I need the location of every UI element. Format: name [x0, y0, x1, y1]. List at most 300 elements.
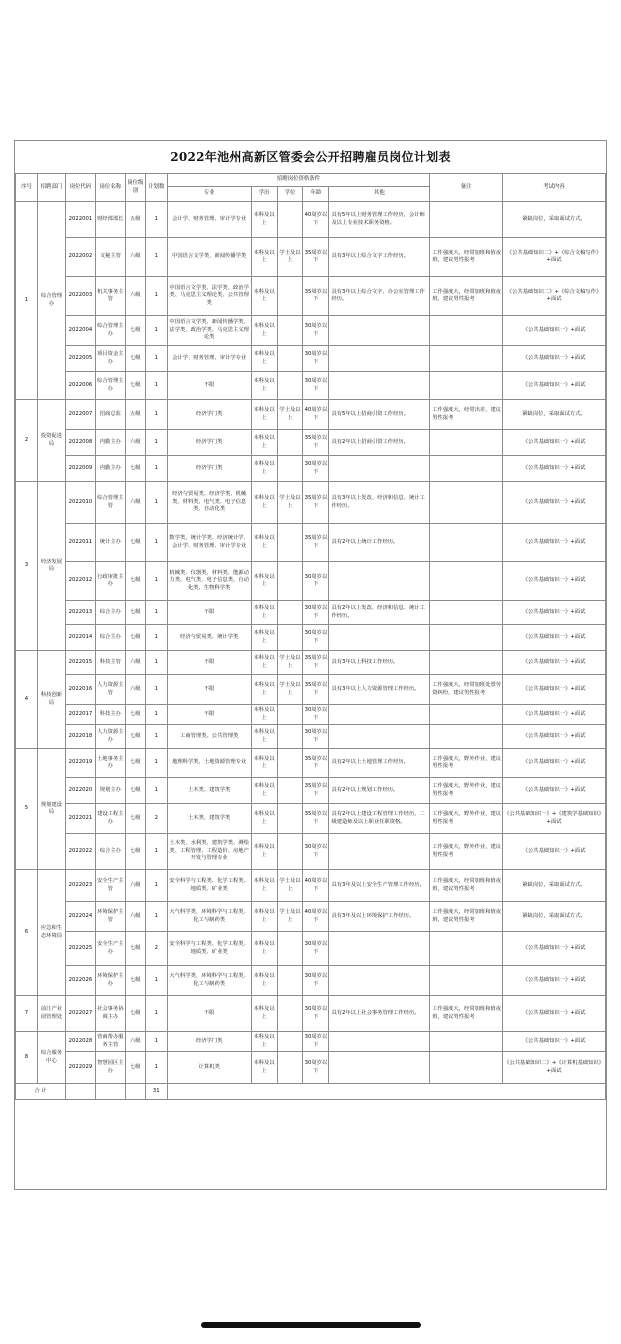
cell-seq: 3	[16, 482, 38, 651]
cell-age: 30周岁以下	[303, 601, 329, 625]
cell-degree	[277, 277, 303, 316]
cell-exam: 《公共基础知识二》+《综合文稿写作》+面试	[503, 238, 606, 277]
table-row	[16, 1032, 606, 1052]
table-row	[16, 238, 606, 277]
cell-remark	[430, 562, 503, 601]
cell-edu: 本科及以上	[251, 625, 277, 651]
cell-major: 中国语言文学类、新闻传播学类、法学类、政治学类、马克思主义理论类	[167, 316, 251, 346]
cell-code: 2022003	[65, 277, 95, 316]
cell-code: 2022007	[65, 400, 95, 430]
cell-degree	[277, 749, 303, 778]
cell-edu: 本科及以上	[251, 651, 277, 675]
cell-age: 40周岁以下	[303, 870, 329, 902]
cell-code: 2022006	[65, 372, 95, 400]
cell-degree	[277, 456, 303, 482]
cell-exam: 《公共基础知识一》+面试	[503, 524, 606, 562]
cell-other	[329, 966, 430, 996]
cell-age: 35周岁以下	[303, 675, 329, 705]
cell-post: 社会事务协调主办	[95, 996, 125, 1032]
cell-edu: 本科及以上	[251, 932, 277, 966]
cell-seq: 4	[16, 651, 38, 749]
table-row	[16, 902, 606, 932]
cell-edu: 本科及以上	[251, 675, 277, 705]
cell-age: 40周岁以下	[303, 202, 329, 238]
cell-degree	[277, 625, 303, 651]
cell-code: 2022013	[65, 601, 95, 625]
cell-level: 五级	[125, 202, 145, 238]
cell-edu: 本科及以上	[251, 725, 277, 749]
cell-code: 2022016	[65, 675, 95, 705]
cell-seq: 8	[16, 1032, 38, 1084]
cell-count: 1	[145, 651, 167, 675]
cell-code: 2022002	[65, 238, 95, 277]
cell-other	[329, 346, 430, 372]
cell-post: 土地事务主办	[95, 749, 125, 778]
cell-post: 招商总监	[95, 400, 125, 430]
cell-major: 经济学门类	[167, 430, 251, 456]
cell-post: 综合主办	[95, 834, 125, 870]
cell-exam: 《公共基础知识一》+面试	[503, 749, 606, 778]
cell-other: 具有2年以上土地管理工作经历。	[329, 749, 430, 778]
cell-other: 具有2年以上招商引资工作经历。	[329, 430, 430, 456]
cell-age: 30周岁以下	[303, 1032, 329, 1052]
cell-major: 数学类、统计学类、经济统计学、会计学、财务管理、审计学专业	[167, 524, 251, 562]
cell-count: 1	[145, 1032, 167, 1052]
header-code: 岗位代码	[65, 174, 95, 202]
header-conditions: 招聘岗位资格条件	[167, 174, 430, 187]
cell-post: 综合管理主管	[95, 482, 125, 524]
cell-remark	[430, 316, 503, 346]
cell-post: 科技主办	[95, 705, 125, 725]
cell-level: 七级	[125, 316, 145, 346]
cell-edu: 本科及以上	[251, 601, 277, 625]
cell-age: 30周岁以下	[303, 372, 329, 400]
cell-major: 土木类、建筑学类	[167, 778, 251, 804]
cell-other: 具有3年及以上环境保护工作经历。	[329, 902, 430, 932]
cell-count: 1	[145, 316, 167, 346]
header-remark: 备注	[430, 174, 503, 202]
cell-dept: 前江产业园管理处	[37, 996, 65, 1032]
cell-age: 30周岁以下	[303, 966, 329, 996]
cell-other	[329, 372, 430, 400]
cell-code: 2022010	[65, 482, 95, 524]
job-plan-table	[15, 173, 606, 1100]
cell-degree	[277, 705, 303, 725]
cell-edu: 本科及以上	[251, 277, 277, 316]
cell-level: 六级	[125, 651, 145, 675]
cell-edu: 本科及以上	[251, 778, 277, 804]
cell-degree: 学士及以上	[277, 675, 303, 705]
cell-seq: 6	[16, 870, 38, 996]
cell-degree: 学士及以上	[277, 870, 303, 902]
cell-post: 财经部部长	[95, 202, 125, 238]
cell-level: 五级	[125, 400, 145, 430]
cell-level: 六级	[125, 902, 145, 932]
cell-degree	[277, 996, 303, 1032]
cell-count: 1	[145, 277, 167, 316]
cell-level: 七级	[125, 932, 145, 966]
cell-major: 经济学门类	[167, 1032, 251, 1052]
cell-code: 2022004	[65, 316, 95, 346]
cell-other: 具有2年以上发改、经济和信息、统计工作经历。	[329, 601, 430, 625]
cell-other	[329, 316, 430, 346]
cell-age: 30周岁以下	[303, 1052, 329, 1084]
cell-dept: 科技创新局	[37, 651, 65, 749]
cell-dept: 经济发展局	[37, 482, 65, 651]
cell-level: 六级	[125, 1032, 145, 1052]
cell-level: 六级	[125, 238, 145, 277]
table-row	[16, 705, 606, 725]
header-post: 岗位名称	[95, 174, 125, 202]
cell-edu: 本科及以上	[251, 238, 277, 277]
cell-degree	[277, 316, 303, 346]
cell-post: 内勤主办	[95, 456, 125, 482]
table-row	[16, 562, 606, 601]
header-seq: 序号	[16, 174, 38, 202]
cell-remark	[430, 524, 503, 562]
cell-major: 经济与贸易类、统计学类	[167, 625, 251, 651]
cell-level: 六级	[125, 675, 145, 705]
cell-remark: 工作强度大，经常出差，建议男性报考	[430, 400, 503, 430]
cell-post: 环境保护主管	[95, 902, 125, 932]
cell-degree	[277, 966, 303, 996]
cell-post: 安全生产主办	[95, 932, 125, 966]
table-row	[16, 456, 606, 482]
cell-count: 1	[145, 996, 167, 1032]
cell-code: 2022001	[65, 202, 95, 238]
cell-major: 工商管理类、公共管理类	[167, 725, 251, 749]
cell-other	[329, 725, 430, 749]
total-empty	[65, 1084, 95, 1100]
table-row	[16, 778, 606, 804]
cell-post: 环境保护主办	[95, 966, 125, 996]
cell-major: 会计学、财务管理、审计学专业	[167, 346, 251, 372]
cell-dept: 综合管理办	[37, 202, 65, 400]
table-row	[16, 675, 606, 705]
cell-other: 具有2年以上统计工作经历。	[329, 524, 430, 562]
cell-remark: 工作强度大，野外作业，建议男性报考	[430, 778, 503, 804]
cell-edu: 本科及以上	[251, 1032, 277, 1052]
cell-level: 七级	[125, 524, 145, 562]
cell-dept: 综合服务中心	[37, 1032, 65, 1084]
cell-remark	[430, 966, 503, 996]
cell-level: 七级	[125, 705, 145, 725]
cell-count: 1	[145, 834, 167, 870]
table-row	[16, 932, 606, 966]
table-row	[16, 834, 606, 870]
cell-code: 2022009	[65, 456, 95, 482]
cell-major: 计算机类	[167, 1052, 251, 1084]
cell-post: 科技主管	[95, 651, 125, 675]
cell-age: 35周岁以下	[303, 524, 329, 562]
cell-age: 30周岁以下	[303, 834, 329, 870]
cell-count: 1	[145, 372, 167, 400]
cell-post: 机关事务主管	[95, 277, 125, 316]
cell-major: 安全科学与工程类、化学工程类、地质类、矿业类	[167, 932, 251, 966]
cell-other	[329, 1032, 430, 1052]
cell-degree	[277, 1052, 303, 1084]
cell-degree	[277, 725, 303, 749]
cell-remark: 工作强度大，经常加班和值夜班，建议男性报考	[430, 277, 503, 316]
cell-level: 七级	[125, 778, 145, 804]
cell-level: 六级	[125, 870, 145, 902]
cell-edu: 本科及以上	[251, 482, 277, 524]
cell-exam: 紧缺岗位，采取面试方式。	[503, 400, 606, 430]
cell-count: 2	[145, 932, 167, 966]
cell-seq: 7	[16, 996, 38, 1032]
cell-other	[329, 932, 430, 966]
cell-other: 具有2年以上规划工作经历。	[329, 778, 430, 804]
cell-major: 地理科学类、土地资源管理专业	[167, 749, 251, 778]
cell-code: 2022005	[65, 346, 95, 372]
cell-count: 1	[145, 601, 167, 625]
cell-degree	[277, 778, 303, 804]
cell-remark	[430, 625, 503, 651]
cell-exam: 紧缺岗位，采取面试方式。	[503, 870, 606, 902]
table-row	[16, 372, 606, 400]
header-major: 专业	[167, 187, 251, 202]
cell-code: 2022018	[65, 725, 95, 749]
cell-count: 1	[145, 675, 167, 705]
cell-age: 30周岁以下	[303, 316, 329, 346]
cell-degree	[277, 346, 303, 372]
total-label: 合 计	[16, 1084, 66, 1100]
cell-other: 具有3年及以上安全生产管理工作经历。	[329, 870, 430, 902]
cell-major: 土木类、水利类、建筑学类、测绘类、工程管理、工程造价、房地产开发与管理专业	[167, 834, 251, 870]
cell-seq: 2	[16, 400, 38, 482]
cell-remark	[430, 456, 503, 482]
cell-age: 35周岁以下	[303, 778, 329, 804]
cell-other: 具有5年以上招商引资工作经历。	[329, 400, 430, 430]
cell-post: 建设工程主办	[95, 804, 125, 834]
cell-level: 七级	[125, 996, 145, 1032]
cell-exam: 《公共基础知识一》+面试	[503, 482, 606, 524]
cell-major: 大气科学类、环境科学与工程类、化工与制药类	[167, 966, 251, 996]
cell-remark	[430, 430, 503, 456]
cell-degree: 学士及以上	[277, 482, 303, 524]
cell-age: 30周岁以下	[303, 456, 329, 482]
cell-degree	[277, 1032, 303, 1052]
cell-level: 七级	[125, 372, 145, 400]
total-empty	[95, 1084, 125, 1100]
cell-other: 具有2年以上建设工程管理工作经历，二级建造师及以上职业任职资格。	[329, 804, 430, 834]
cell-exam: 《公共基础知识一》+面试	[503, 346, 606, 372]
cell-remark	[430, 202, 503, 238]
cell-other	[329, 705, 430, 725]
cell-post: 营商帮办服务主管	[95, 1032, 125, 1052]
cell-remark	[430, 705, 503, 725]
cell-exam: 《公共基础知识一》+面试	[503, 1032, 606, 1052]
cell-exam: 《公共基础知识一》+面试	[503, 966, 606, 996]
cell-edu: 本科及以上	[251, 430, 277, 456]
cell-count: 1	[145, 725, 167, 749]
cell-other	[329, 834, 430, 870]
cell-exam: 《公共基础知识一》+面试	[503, 651, 606, 675]
cell-exam: 《公共基础知识一》+面试	[503, 705, 606, 725]
cell-major: 大气科学类、环境科学与工程类、化工与制药类	[167, 902, 251, 932]
cell-other	[329, 456, 430, 482]
cell-remark: 工作强度大，野外作业，建议男性报考	[430, 804, 503, 834]
cell-exam: 《公共基础知识一》+《建筑学基础知识》+面试	[503, 804, 606, 834]
cell-count: 1	[145, 202, 167, 238]
cell-level: 六级	[125, 430, 145, 456]
cell-exam: 《公共基础知识一》+面试	[503, 316, 606, 346]
cell-edu: 本科及以上	[251, 804, 277, 834]
cell-major: 不限	[167, 651, 251, 675]
cell-level: 七级	[125, 562, 145, 601]
cell-count: 1	[145, 346, 167, 372]
cell-count: 1	[145, 966, 167, 996]
header-edu: 学历	[251, 187, 277, 202]
cell-remark	[430, 1052, 503, 1084]
cell-edu: 本科及以上	[251, 749, 277, 778]
cell-age: 35周岁以下	[303, 804, 329, 834]
cell-exam: 《公共基础知识一》+面试	[503, 778, 606, 804]
cell-code: 2022024	[65, 902, 95, 932]
cell-level: 七级	[125, 1052, 145, 1084]
cell-remark	[430, 482, 503, 524]
header-dept: 招聘部门	[37, 174, 65, 202]
cell-level: 七级	[125, 725, 145, 749]
cell-other: 具有3年以上科技工作经历。	[329, 651, 430, 675]
cell-major: 不限	[167, 372, 251, 400]
cell-remark: 工作强度大，经常加班处置劳资纠纷，建议男性报考	[430, 675, 503, 705]
table-row	[16, 400, 606, 430]
cell-dept: 投资促进局	[37, 400, 65, 482]
cell-age: 30周岁以下	[303, 996, 329, 1032]
cell-age: 35周岁以下	[303, 277, 329, 316]
cell-level: 七级	[125, 346, 145, 372]
cell-remark: 工作强度大，经常加班和值夜班，建议男性报考	[430, 870, 503, 902]
cell-exam: 紧缺岗位，采取面试方式。	[503, 902, 606, 932]
cell-degree	[277, 932, 303, 966]
table-row	[16, 1052, 606, 1084]
cell-edu: 本科及以上	[251, 705, 277, 725]
header-age: 年龄	[303, 187, 329, 202]
cell-code: 2022019	[65, 749, 95, 778]
cell-major: 不限	[167, 675, 251, 705]
cell-code: 2022012	[65, 562, 95, 601]
cell-exam: 《公共基础知识一》+面试	[503, 625, 606, 651]
table-row	[16, 430, 606, 456]
cell-degree	[277, 601, 303, 625]
header-count: 计划数	[145, 174, 167, 202]
cell-edu: 本科及以上	[251, 996, 277, 1032]
total-empty	[167, 1084, 605, 1100]
table-row	[16, 601, 606, 625]
cell-count: 1	[145, 870, 167, 902]
cell-post: 综合管理主办	[95, 316, 125, 346]
cell-exam: 《公共基础知识一》+面试	[503, 562, 606, 601]
cell-code: 2022021	[65, 804, 95, 834]
cell-other	[329, 562, 430, 601]
cell-degree: 学士及以上	[277, 238, 303, 277]
table-row	[16, 524, 606, 562]
cell-seq: 1	[16, 202, 38, 400]
table-row	[16, 277, 606, 316]
cell-code: 2022008	[65, 430, 95, 456]
cell-age: 30周岁以下	[303, 346, 329, 372]
cell-code: 2022020	[65, 778, 95, 804]
cell-age: 35周岁以下	[303, 749, 329, 778]
document-title: 2022年池州高新区管委会公开招聘雇员岗位计划表	[15, 141, 606, 174]
table-row	[16, 749, 606, 778]
cell-post: 综合主办	[95, 625, 125, 651]
cell-major: 不限	[167, 705, 251, 725]
cell-level: 六级	[125, 482, 145, 524]
cell-major: 安全科学与工程类、化学工程类、地质类、矿业类	[167, 870, 251, 902]
table-row	[16, 316, 606, 346]
cell-remark: 工作强度大，经常加班和值夜班，建议男性报考	[430, 996, 503, 1032]
cell-count: 1	[145, 625, 167, 651]
cell-count: 1	[145, 238, 167, 277]
cell-other: 具有2年以上社会事务管理工作经历。	[329, 996, 430, 1032]
cell-level: 六级	[125, 277, 145, 316]
cell-edu: 本科及以上	[251, 966, 277, 996]
cell-post: 安全生产主管	[95, 870, 125, 902]
cell-code: 2022026	[65, 966, 95, 996]
cell-dept: 规划建设局	[37, 749, 65, 870]
cell-level: 七级	[125, 804, 145, 834]
cell-count: 1	[145, 1052, 167, 1084]
cell-exam: 《公共基础知识一》+面试	[503, 725, 606, 749]
cell-age: 40周岁以下	[303, 400, 329, 430]
cell-age: 35周岁以下	[303, 651, 329, 675]
cell-code: 2022022	[65, 834, 95, 870]
home-indicator[interactable]	[201, 1322, 421, 1328]
cell-age: 30周岁以下	[303, 705, 329, 725]
table-row	[16, 482, 606, 524]
cell-other: 具有3年以上人力资源管理工作经历。	[329, 675, 430, 705]
cell-degree	[277, 372, 303, 400]
table-row	[16, 804, 606, 834]
cell-remark	[430, 932, 503, 966]
cell-edu: 本科及以上	[251, 346, 277, 372]
cell-level: 七级	[125, 834, 145, 870]
cell-other: 具有3年以上发改、经济和信息、统计工作经历。	[329, 482, 430, 524]
cell-other: 具有3年以上综合文字、办公室管理工作经历。	[329, 277, 430, 316]
cell-edu: 本科及以上	[251, 524, 277, 562]
cell-remark: 工作强度大，经常加班和值夜班，建议男性报考	[430, 238, 503, 277]
cell-post: 文秘主管	[95, 238, 125, 277]
cell-age: 35周岁以下	[303, 238, 329, 277]
cell-count: 1	[145, 524, 167, 562]
cell-major: 经济与贸易类、经济学类、机械类、材料类、电气类、电子信息类、自动化类	[167, 482, 251, 524]
cell-age: 35周岁以下	[303, 430, 329, 456]
cell-exam: 《公共基础知识一》+面试	[503, 430, 606, 456]
cell-code: 2022029	[65, 1052, 95, 1084]
cell-edu: 本科及以上	[251, 834, 277, 870]
cell-code: 2022025	[65, 932, 95, 966]
cell-degree	[277, 562, 303, 601]
cell-count: 1	[145, 749, 167, 778]
cell-count: 2	[145, 804, 167, 834]
cell-age: 30周岁以下	[303, 725, 329, 749]
cell-degree	[277, 430, 303, 456]
cell-post: 智慧园区主办	[95, 1052, 125, 1084]
cell-degree: 学士及以上	[277, 902, 303, 932]
cell-edu: 本科及以上	[251, 400, 277, 430]
cell-degree	[277, 804, 303, 834]
cell-degree	[277, 524, 303, 562]
cell-other: 具有3年以上综合文字工作经历。	[329, 238, 430, 277]
cell-code: 2022027	[65, 996, 95, 1032]
cell-age: 40周岁以下	[303, 902, 329, 932]
cell-major: 不限	[167, 601, 251, 625]
header-other: 其他	[329, 187, 430, 202]
cell-remark	[430, 1032, 503, 1052]
cell-edu: 本科及以上	[251, 372, 277, 400]
